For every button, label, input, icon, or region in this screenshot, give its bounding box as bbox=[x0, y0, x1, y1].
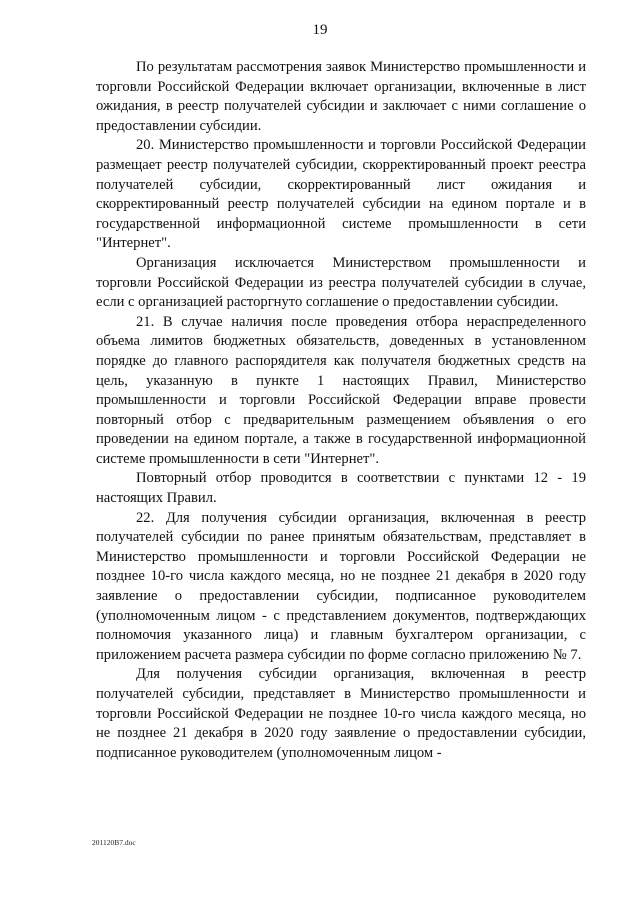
paragraph-waitlist-inclusion: По результатам рассмотрения заявок Министерство промышленности и торговли Российской Федерации включает организации, включенные в лист ожидания, в реестр получателей субсидии и заключает с ними соглашение о предоставлении субсидии. bbox=[96, 59, 586, 134]
footer-filename: 201120В7.doc bbox=[92, 838, 136, 847]
paragraph-repeat-selection-rules: Повторный отбор проводится в соответствии с пунктами 12 - 19 настоящих Правил. bbox=[96, 470, 586, 507]
paragraph-subsidy-application-registry: Для получения субсидии организация, включенная в реестр получателей субсидии, представляет в Министерство промышленности и торговли Российской Федерации не позднее 10-го числа каждого месяца, но не позднее 21 декабря в 2020 году заявление о предоставлении субсидии, подписанное руководителем (уполномоченным лицом - bbox=[96, 666, 586, 761]
paragraph-exclusion: Организация исключается Министерством промышленности и торговли Российской Федерации из реестра получателей субсидии в случае, если с организацией расторгнуто соглашение о предоставлении субсидии. bbox=[96, 254, 586, 311]
page-number: 19 bbox=[312, 22, 328, 38]
paragraph-22-subsidy-application: 22. Для получения субсидии организация, включенная в реестр получателей субсидии по ранее принятым обязательствам, представляет в Министерство промышленности и торговли Российской Федерации не позднее 10-го числа каждого месяца, но не позднее 21 декабря в 2020 году заявление о предоставлении субсидии, подписанное руководителем (уполномоченным лицом - с представлением документов, подтверждающих полномочия указанного лица) и главным бухгалтером организации, с приложением расчета размера субсидии по форме согласно приложению № 7. bbox=[96, 509, 586, 663]
paragraph-21-repeat-selection: 21. В случае наличия после проведения отбора нераспределенного объема лимитов бюджетных обязательств, доведенных в установленном порядке до главного распорядителя как получателя бюджетных средств на цель, указанную в пункте 1 настоящих Правил, Министерство промышленности и торговли Российской Федерации вправе провести повторный отбор с предварительным размещением объявления о его проведении на едином портале, а также в государственной информационной системе промышленности в сети "Интернет". bbox=[96, 313, 586, 467]
paragraph-20-registry-publication: 20. Министерство промышленности и торговли Российской Федерации размещает реестр получателей субсидии, скорректированный проект реестра получателей субсидии, скорректированный лист ожидания и скорректированный реестр получателей субсидии на едином портале и в государственной информационной системе промышленности в сети "Интернет". bbox=[96, 137, 586, 252]
document-body bbox=[96, 58, 586, 763]
